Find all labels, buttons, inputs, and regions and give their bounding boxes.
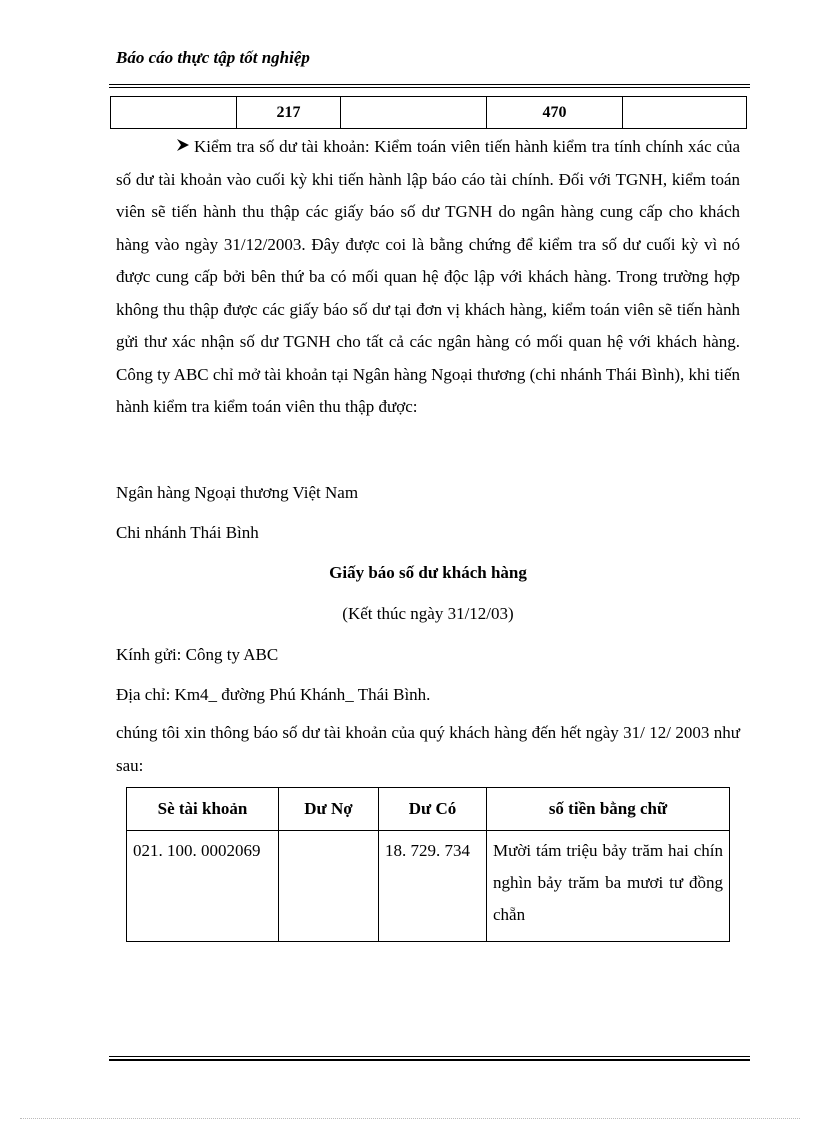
column-header: số tiền bằng chữ xyxy=(487,788,730,831)
account-number-cell: 021. 100. 0002069 xyxy=(127,831,279,942)
footer-rule-thick xyxy=(109,1059,750,1061)
balance-table xyxy=(126,787,730,942)
header-rule-thin xyxy=(109,87,750,88)
continued-table-fragment xyxy=(110,96,747,129)
notice-statement: chúng tôi xin thông báo số dư tài khoản của quý khách hàng đến hết ngày 31/ 12/ 2003 như sau: xyxy=(116,723,740,775)
table-header-row xyxy=(127,788,730,831)
footer-rule-thin xyxy=(109,1056,750,1057)
arrowhead-bullet-icon xyxy=(146,131,190,164)
table-cell xyxy=(623,97,747,129)
credit-cell: 18. 729. 734 xyxy=(379,831,487,942)
intro-paragraph xyxy=(116,131,740,424)
page-edge-dots xyxy=(20,1118,800,1119)
bank-name: Ngân hàng Ngoại thương Việt Nam xyxy=(116,483,359,502)
debit-cell xyxy=(279,831,379,942)
bank-branch: Chi nhánh Thái Bình xyxy=(116,523,259,542)
column-header: Dư Nợ xyxy=(279,788,379,831)
column-header: Dư Có xyxy=(379,788,487,831)
table-cell: 217 xyxy=(237,97,341,129)
table-cell: 470 xyxy=(487,97,623,129)
notice-recipient: Kính gửi: Công ty ABC xyxy=(116,645,279,664)
table-cell xyxy=(111,97,237,129)
notice-subtitle: (Kết thúc ngày 31/12/03) xyxy=(342,604,514,623)
table-cell xyxy=(341,97,487,129)
header-rule-thick xyxy=(109,84,750,85)
intro-text: Kiểm tra số dư tài khoản: Kiểm toán viên tiến hành kiểm tra tính chính xác của số dư tài khoản vào cuối kỳ khi tiến hành lập báo cáo tài chính. Đối với TGNH, kiểm toán viên sẽ tiến hành thu thập các giấy báo số dư TGNH do ngân hàng cung cấp cho khách hàng vào ngày 31/12/2003. Đây được coi là bằng chứng để kiểm tra số dư cuối kỳ vì nó được cung cấp bởi bên thứ ba có mối quan hệ độc lập với khách hàng. Trong trường hợp không thu thập được các giấy báo số dư tại đơn vị khách hàng, kiểm toán viên sẽ tiến hành gửi thư xác nhận số dư TGNH cho tất cả các ngân hàng có mối quan hệ với khách hàng. Công ty ABC chỉ mở tài khoản tại Ngân hàng Ngoại thương (chi nhánh Thái Bình), khi tiến hành kiểm tra kiểm toán viên thu thập được: xyxy=(116,137,740,416)
table-row xyxy=(127,831,730,942)
table-row xyxy=(111,97,747,129)
notice-address: Địa chỉ: Km4_ đường Phú Khánh_ Thái Bình. xyxy=(116,685,431,704)
column-header: Sè tài khoản xyxy=(127,788,279,831)
report-header-title: Báo cáo thực tập tốt nghiệp xyxy=(116,48,310,67)
notice-title: Giấy báo số dư khách hàng xyxy=(329,563,527,582)
amount-in-words-cell: Mười tám triệu bảy trăm hai chín nghìn bảy trăm ba mươi tư đồng chẵn xyxy=(487,831,730,942)
